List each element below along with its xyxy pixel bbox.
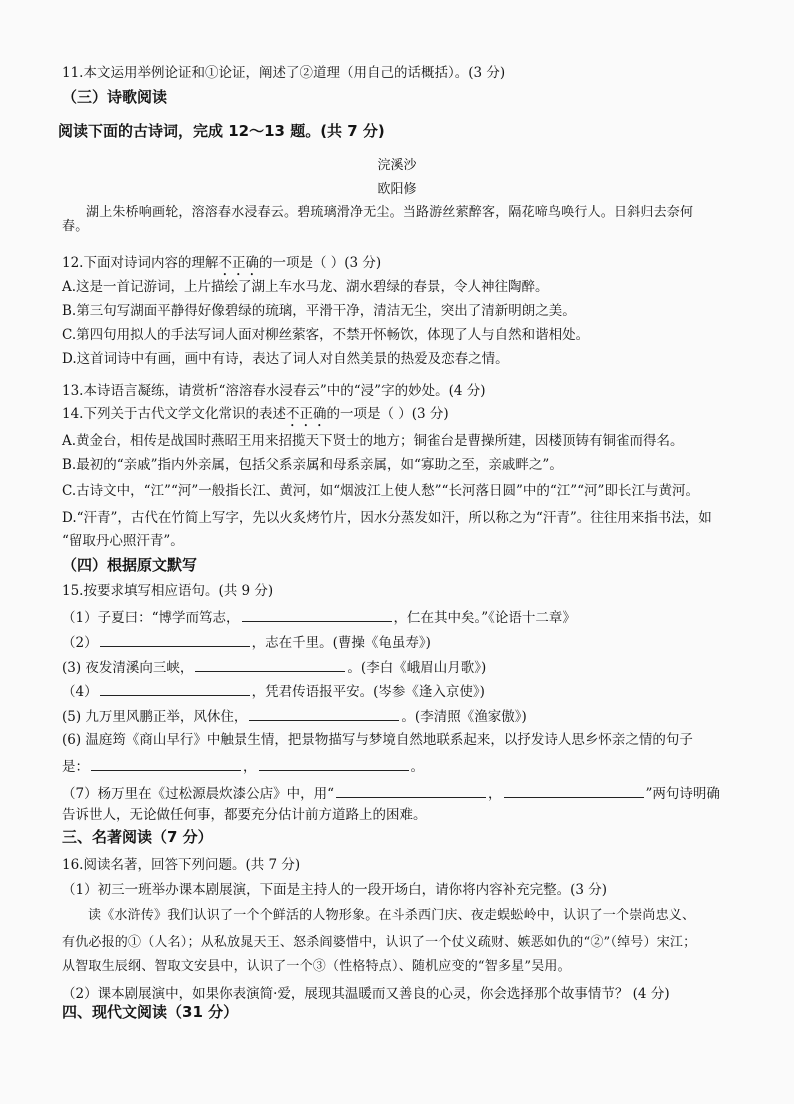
answer-blank-15-4[interactable] [100,681,250,696]
poem-text-line1: 湖上朱桥响画轮，溶溶春水浸春云。碧琉璃滑净无尘。当路游丝萦醉客，隔花啼鸟唤行人。日斜归去奈何 [86,205,694,220]
section-poetry-heading: （三）诗歌阅读 [62,88,168,106]
q14-option-d-line1: D.“汗青”，古代在竹简上写字，先以火炙烤竹片，因水分蒸发如汗，所以称之为“汗青”。往往用来指书法，如 [62,510,712,526]
q15-6-prefix: 是： [62,759,89,775]
answer-blank-15-2[interactable] [100,632,250,647]
poem-title: 浣溪沙 [377,158,417,173]
answer-blank-15-3[interactable] [195,657,345,672]
q16-passage-line2: 有仇必报的①（人名）；从私放晁天王、怒杀阎婆惜中，认识了一个仗义疏财、嫉恶如仇的“②”（绰号）宋江； [62,935,697,950]
q15-item-6-line2 [62,756,424,776]
question-12 [62,254,381,279]
q14-option-b: B.最初的“亲戚”指内外亲属，包括父系亲属和母系亲属，如“寡助之至，亲戚畔之”。 [62,457,563,473]
q15-item-6-line1: (6) 温庭筠《商山早行》中触景生情，把景物描写与梦境自然地联系起来，以抒发诗人思乡怀亲之情的句子 [62,732,693,748]
answer-blank-15-1[interactable] [242,607,392,622]
q16-part-1: （1）初三一班举办课本剧展演，下面是主持人的一段开场白，请你将内容补充完整。(3 分) [62,882,608,898]
question-11: 11.本文运用举例论证和①论证，阐述了②道理（用自己的话概括）。(3 分) [62,65,506,81]
q15-item-5 [62,706,527,726]
q15-6-period: 。 [410,759,424,775]
section-classics-heading: 三、名著阅读（7 分） [62,828,213,846]
q15-item-3 [62,657,486,677]
q14-emphasis: 不正确 [285,406,327,422]
question-13: 13.本诗语言凝练，请赏析“溶溶春水浸春云”中的“浸”字的妙处。(4 分) [62,383,486,399]
q14-option-c: C.古诗文中，“江”“河”一般指长江、黄河，如“烟波江上使人愁”“长河落日圆”中的“江”“河”即长江与黄河。 [62,483,699,499]
question-16: 16.阅读名著，回答下列问题。(共 7 分) [62,857,301,873]
q14-option-a: A.黄金台，相传是战国时燕昭王用来招揽天下贤士的地方；铜雀台是曹操所建，因楼顶铸有铜雀而得名。 [62,433,684,449]
q12-option-d: D.这首词诗中有画，画中有诗，表达了词人对自然美景的热爱及恋春之情。 [62,351,509,367]
q12-option-a: A.这是一首记游词，上片描绘了湖上车水马龙、湖水碧绿的春景，令人神往陶醉。 [62,279,549,295]
q15-3-suffix: 。(李白《峨眉山月歌》) [347,660,487,676]
q15-2-suffix: ，志在千里。(曹操《龟虽寿》) [251,635,431,651]
q15-2-prefix: （2） [62,635,98,651]
q12-option-c: C.第四句用拟人的手法写词人面对柳丝萦客，不禁开怀畅饮，体现了人与自然和谐相处。 [62,327,590,343]
section-dictation-heading: （四）根据原文默写 [62,556,198,574]
question-15: 15.按要求填写相应语句。(共 9 分) [62,583,274,599]
q12-option-b: B.第三句写湖面平静得好像碧绿的琉璃，平滑干净，清洁无尘，突出了清新明朗之美。 [62,303,576,319]
section-modern-heading: 四、现代文阅读（31 分） [62,1003,239,1021]
poem-text-line2: 春。 [62,219,89,234]
q15-1-suffix: ，仁在其中矣。”《论语十二章》 [393,610,576,626]
q15-5-prefix: (5) 九万里风鹏正举，风休住， [62,709,248,725]
q16-passage-line1: 读《水浒传》我们认识了一个个鲜活的人物形象。在斗杀西门庆、夜走蜈蚣岭中，认识了一个崇尚忠义、 [88,908,696,923]
q15-1-prefix: （1）子夏曰：“博学而笃志， [62,610,240,626]
q15-6-comma: ， [243,759,257,775]
q15-item-7-line2: 告诉世人，无论做任何事，都要充分估计前方道路上的困难。 [62,807,427,823]
q12-suffix: 的一项是（ ）(3 分) [258,255,382,271]
q14-suffix: 的一项是（ ）(3 分) [326,406,449,422]
poetry-instruction: 阅读下面的古诗词，完成 12～13 题。(共 7 分) [58,122,385,140]
poem-author: 欧阳修 [377,182,417,197]
q15-7-comma: ， [488,786,502,802]
q15-7-prefix: （7）杨万里在《过松源晨炊漆公店》中，用“ [62,786,334,802]
q16-passage-line3: 从智取生辰纲、智取文安县中，认识了一个③（性格特点）、随机应变的“智多星”吴用。 [62,959,571,974]
q15-7-suffix: ”两句诗明确 [645,786,720,802]
q12-emphasis: 不正确 [218,255,259,271]
answer-blank-15-5[interactable] [249,706,399,721]
q16-part-2: （2）课本剧展演中，如果你表演简·爱，展现其温暖而又善良的心灵，你会选择那个故事情节？ (4 分) [62,986,670,1002]
q12-prefix: 12.下面对诗词内容的理解 [62,255,219,271]
answer-blank-15-7b[interactable] [504,783,644,798]
q15-item-7-line1 [62,783,720,803]
q15-item-2 [62,632,431,652]
answer-blank-15-7a[interactable] [336,783,486,798]
q14-prefix: 14.下列关于古代文学文化常识的表述 [62,406,286,422]
question-14 [62,405,449,430]
q15-4-suffix: ，凭君传语报平安。(岑参《逢入京使》) [251,684,485,700]
q15-item-4 [62,681,485,701]
q15-item-1 [62,607,576,627]
q15-4-prefix: （4） [62,684,98,700]
q15-5-suffix: 。(李清照《渔家傲》) [401,709,527,725]
q15-3-prefix: (3) 夜发清溪向三峡， [62,660,194,676]
answer-blank-15-6a[interactable] [91,756,241,771]
q14-option-d-line2: “留取丹心照汗青”。 [62,533,184,549]
answer-blank-15-6b[interactable] [259,756,409,771]
